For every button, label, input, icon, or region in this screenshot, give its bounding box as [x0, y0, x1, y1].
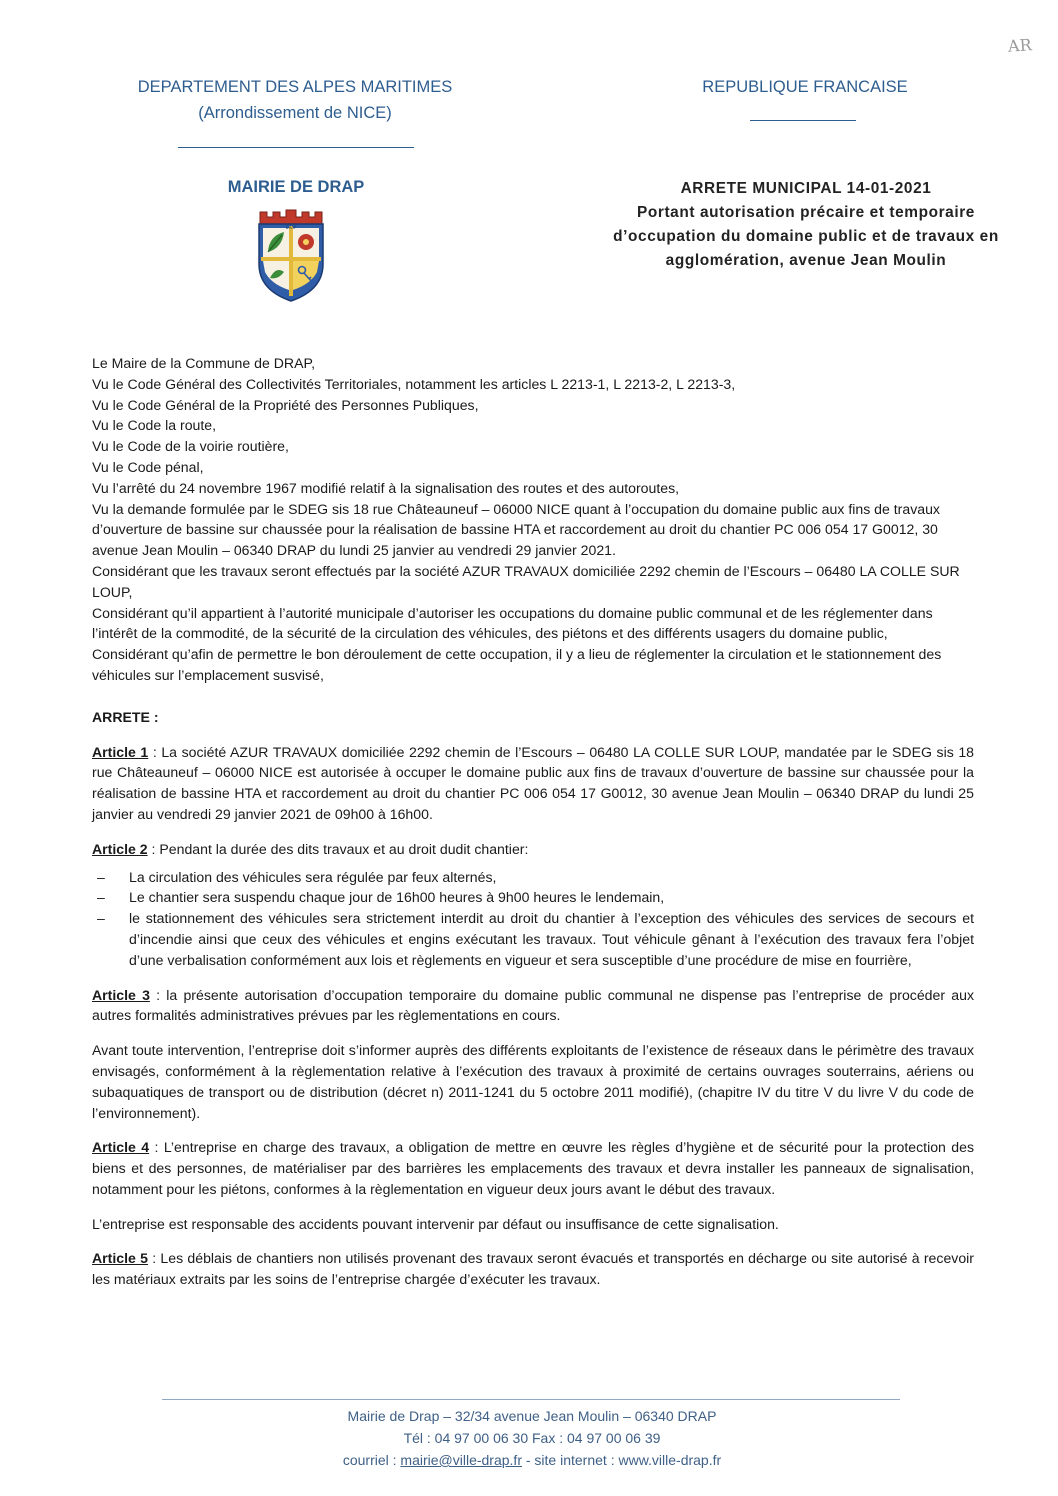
- list-item: – Le chantier sera suspendu chaque jour de 16h00 heures à 9h00 heures le lendemain,: [92, 887, 974, 908]
- arrete-number: ARRETE MUNICIPAL 14-01-2021: [680, 180, 932, 197]
- article-4-label: Article 4: [92, 1139, 150, 1156]
- list-item: – La circulation des véhicules sera régulée par feux alternés,: [92, 867, 974, 888]
- visa-line: Considérant qu’afin de permettre le bon déroulement de cette occupation, il y a lieu de réglementer la circulation et le stationnement des véhicules sur l’emplacement susvisé,: [92, 646, 942, 683]
- handwritten-mark: AR: [1007, 35, 1033, 56]
- article-2: [92, 839, 974, 860]
- header-divider-left: [178, 147, 414, 148]
- article-4-text: : L’entreprise en charge des travaux, a obligation de mettre en œuvre les règles d’hygiène et de sécurité pour la protection des biens et des personnes, de matérialiser par des barrières les emplacements des travaux et devra installer les panneaux de signalisation, notamment pour les piétons, conformes à la règlementation en vigueur deux jours avant le début des travaux.: [92, 1139, 975, 1197]
- article-2-label: Article 2: [92, 840, 148, 857]
- article-4: [92, 1137, 974, 1199]
- arrondissement: (Arrondissement de NICE): [198, 104, 392, 122]
- coat-of-arms-icon: [254, 206, 328, 304]
- arrete-heading: ARRETE :: [92, 708, 159, 725]
- arrete-subject-line-3: agglomération, avenue Jean Moulin: [665, 252, 947, 269]
- arrete-title: [560, 177, 1052, 273]
- footer-address: Mairie de Drap – 32/34 avenue Jean Moulin – 06340 DRAP: [347, 1408, 717, 1424]
- footer-divider: [162, 1399, 900, 1400]
- article-5-label: Article 5: [92, 1250, 148, 1267]
- header-divider-right: [750, 120, 856, 121]
- visa-line: Vu l’arrêté du 24 novembre 1967 modifié relatif à la signalisation des routes et des autoroutes,: [92, 479, 680, 496]
- footer-contact: [232, 1449, 832, 1471]
- footer-site: - site internet : www.ville-drap.fr: [521, 1452, 722, 1468]
- article-5: [92, 1248, 974, 1290]
- footer-mail-prefix: courriel :: [342, 1452, 401, 1468]
- visa-line: Vu le Code de la voirie routière,: [92, 438, 289, 455]
- article-1-label: Article 1: [92, 743, 149, 760]
- article-2-list: [92, 867, 974, 971]
- article-3-label: Article 3: [92, 986, 150, 1003]
- visa-line: Considérant que les travaux seront effectués par la société AZUR TRAVAUX domiciliée 2292 chemin de l’Escours – 06480 LA COLLE SUR LOUP,: [92, 562, 960, 600]
- visa-line: Vu le Code Général de la Propriété des Personnes Publiques,: [92, 396, 479, 413]
- arrete-subject-line-1: Portant autorisation précaire et temporaire: [637, 204, 975, 221]
- article-3-paragraph-2: Avant toute intervention, l’entreprise doit s’informer auprès des différents exploitants de l’existence de réseaux dans le périmètre des travaux envisagés, conformément à la règlementation relative à l’exécution des travaux à proximité de certains ouvrages souterrains, aériens ou subaquatiques de transport ou de distribution (décret n) 2011-1241 du 5 octobre 2011 modifié), (chapitre IV du titre V du livre V du code de l’environnement).: [92, 1042, 974, 1121]
- article-3: [92, 985, 974, 1027]
- list-item: – le stationnement des véhicules sera strictement interdit au droit du chantier à l’exception des véhicules des services de secours et d’incendie ainsi que ceux des véhicules et engins exécutant les travaux. Tout véhicule gênant à l’exécution des travaux fera l’objet d’une verbalisation conformément aux lois et règlements en vigueur et sera susceptible d’une procédure de mise en fourrière,: [92, 908, 974, 970]
- visa-line: Le Maire de la Commune de DRAP,: [92, 355, 316, 371]
- visa-line: Vu le Code pénal,: [92, 458, 204, 475]
- article-1: [92, 742, 974, 825]
- article-3-text: : la présente autorisation d’occupation temporaire du domaine public communal ne dispense pas l’entreprise de procéder aux autres formalités administratives prévues par les règlementations en cours.: [92, 986, 974, 1024]
- document-body: [92, 353, 974, 1290]
- visa-line: Vu le Code la route,: [92, 417, 217, 434]
- footer: [232, 1405, 832, 1471]
- arrete-subject-line-2: d’occupation du domaine public et de travaux en: [613, 228, 999, 245]
- footer-phone: Tél : 04 97 00 06 30 Fax : 04 97 00 06 39: [403, 1430, 661, 1446]
- crest-label: DRAP: [285, 225, 297, 230]
- article-4-paragraph-2: L’entreprise est responsable des accidents pouvant intervenir par défaut ou insuffisance de cette signalisation.: [92, 1215, 779, 1232]
- article-1-text: : La société AZUR TRAVAUX domiciliée 2292 chemin de l’Escours – 06480 LA COLLE SUR LOUP, mandatée par le SDEG sis 18 rue Châteauneuf – 06000 NICE est autorisée à occuper le domaine public aux fins de travaux d’ouverture de bassine sur chaussée pour la réalisation de bassine HTA et raccordement au droit du chantier PC 006 054 17 G0012, 30 avenue Jean Moulin – 06340 DRAP du lundi 25 janvier au vendredi 29 janvier 2021 de 09h00 à 16h00.: [92, 743, 974, 822]
- republic-header: REPUBLIQUE FRANCAISE: [702, 78, 908, 96]
- email-link[interactable]: mairie@ville-drap.fr: [400, 1452, 522, 1468]
- mairie-title: MAIRIE DE DRAP: [227, 178, 365, 196]
- visa-line: Vu la demande formulée par le SDEG sis 18 rue Châteauneuf – 06000 NICE quant à l’occupation du domaine public aux fins de travaux d’ouverture de bassine sur chaussée pour la réalisation de bassine HTA et raccordement au droit du chantier PC 006 054 17 G0012, 30 avenue Jean Moulin – 06340 DRAP du lundi 25 janvier au vendredi 29 janvier 2021.: [92, 500, 940, 559]
- visa-line: Considérant qu’il appartient à l’autorité municipale d’autoriser les occupations du domaine public communal et de les réglementer dans l’intérêt de la commodité, de la sécurité de la circulation des véhicules, des piétons et des différents usagers du domaine public,: [92, 604, 933, 642]
- article-2-text: : Pendant la durée des dits travaux et au droit dudit chantier:: [147, 840, 529, 857]
- department-header: [110, 74, 480, 126]
- visas-section: [92, 353, 974, 686]
- article-5-text: : Les déblais de chantiers non utilisés provenant des travaux seront évacués et transportés en décharge ou site autorisé à recevoir les matériaux extraits par les soins de l’entreprise chargée d’exécuter les travaux.: [92, 1250, 974, 1288]
- department-name: DEPARTEMENT DES ALPES MARITIMES: [137, 78, 453, 96]
- visa-line: Vu le Code Général des Collectivités Territoriales, notamment les articles L 2213-1, L 2213-2, L 2213-3,: [92, 375, 736, 392]
